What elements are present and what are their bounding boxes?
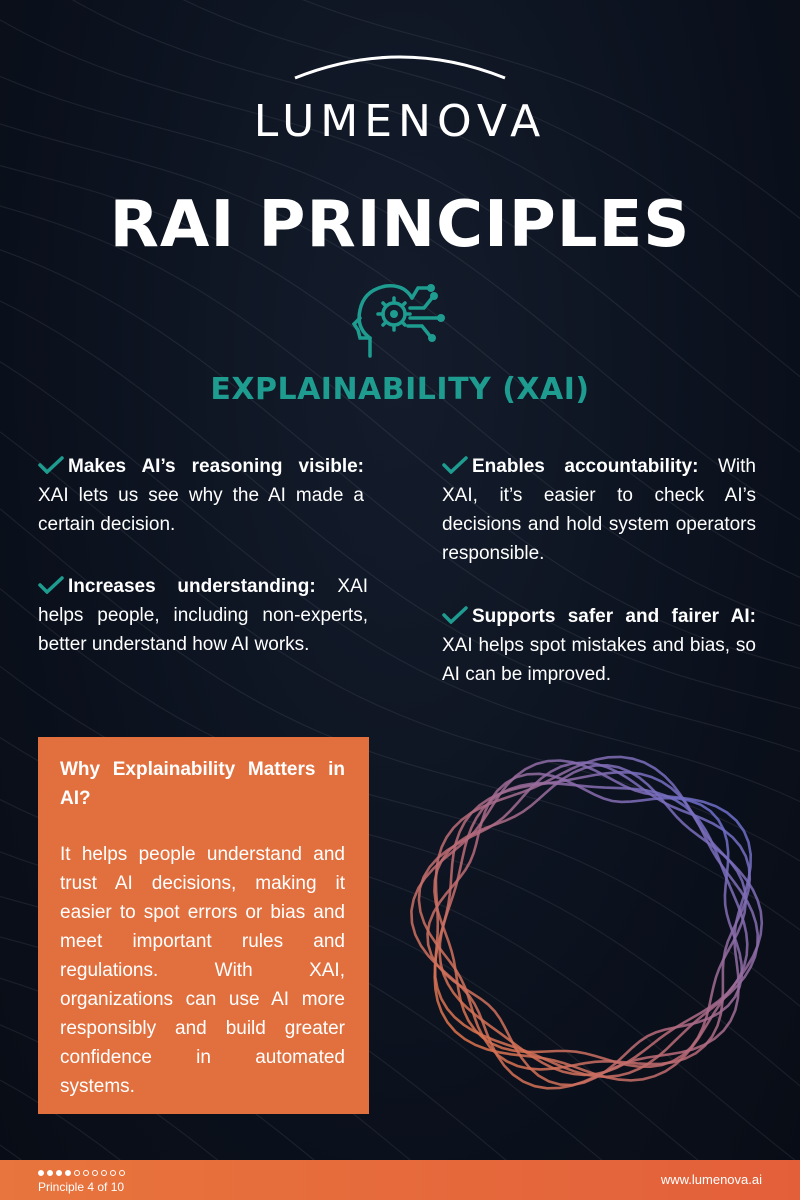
benefit-accountability <box>442 452 756 568</box>
card-title: Why Explainability Matters in AI? <box>60 759 345 809</box>
progress-dot <box>74 1170 80 1176</box>
progress-dot <box>65 1170 71 1176</box>
logo-text: LUMENOVA <box>253 96 547 147</box>
brand-logo <box>0 50 800 147</box>
ai-head-gear-circuit-icon <box>352 268 448 360</box>
gradient-rings-icon <box>395 735 785 1110</box>
why-explainability-card <box>38 737 369 1114</box>
progress-dot <box>92 1170 98 1176</box>
check-icon <box>442 606 468 624</box>
benefit-text: XAI lets us see why the AI made a certain decision. <box>38 485 364 535</box>
benefit-text: With XAI, it’s easier to check AI’s decisions and hold system operators responsible. <box>442 456 756 564</box>
progress-dot <box>83 1170 89 1176</box>
progress-dot <box>101 1170 107 1176</box>
benefit-heading: Enables accountability: <box>472 456 699 477</box>
website-link[interactable]: www.lumenova.ai <box>660 1172 762 1187</box>
progress-dot <box>56 1170 62 1176</box>
benefit-text: XAI helps spot mistakes and bias, so AI can be improved. <box>442 635 756 685</box>
benefit-safer-fairer <box>442 602 756 689</box>
benefit-text: XAI helps people, including non-experts, better understand how AI works. <box>38 576 369 655</box>
footer-bar <box>0 1160 800 1200</box>
benefit-heading: Makes AI’s reasoning visible: <box>68 456 364 477</box>
check-icon <box>38 456 64 474</box>
progress-dot <box>38 1170 44 1176</box>
ring-line <box>411 761 750 1089</box>
progress-dot <box>110 1170 116 1176</box>
benefit-increases-understanding <box>38 572 368 659</box>
benefit-heading: Increases understanding: <box>68 576 316 597</box>
principle-name: EXPLAINABILITY (XAI) <box>210 372 590 407</box>
arc-logo-icon <box>285 50 515 80</box>
page-title: RAI PRINCIPLES <box>109 188 691 262</box>
check-icon <box>38 576 64 594</box>
benefit-reasoning-visible <box>38 452 364 539</box>
ring-line <box>419 763 750 1070</box>
progress-dot <box>47 1170 53 1176</box>
progress-label: Principle 4 of 10 <box>38 1180 125 1194</box>
progress-dot <box>119 1170 125 1176</box>
card-body: It helps people understand and trust AI decisions, making it easier to spot errors or bias and meet important rules and regulations. With XAI, organizations can use AI more responsibly and build greater confidence in automated systems. <box>60 844 345 1097</box>
benefit-heading: Supports safer and fairer AI: <box>472 606 756 627</box>
progress-dots <box>38 1168 128 1178</box>
check-icon <box>442 456 468 474</box>
